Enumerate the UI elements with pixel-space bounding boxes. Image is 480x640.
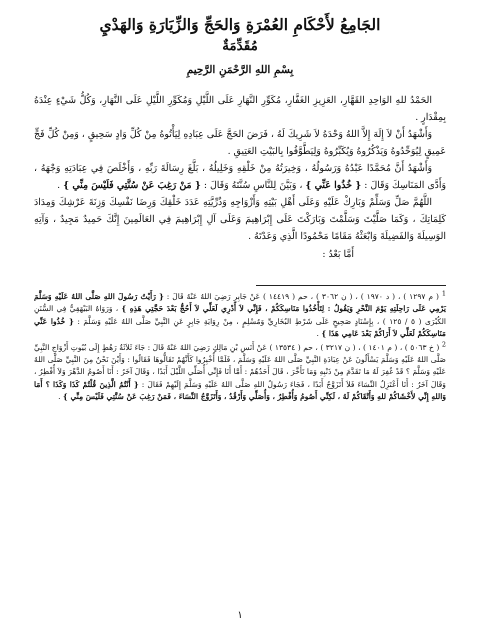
text-run: الحَمْدُ للهِ الوَاحِدِ القَهَّارِ، العَزِيزِ الغَفَّارِ، مُكَوِّرِ النَّهَارِ عَلَى اللَّيْلِ وَمُكَوِّرِ اللَّيْلِ عَلَى النَّهَارِ، وَكُلُّ شَيْءٍ عِنْدَهُ بِمِقْدَارٍ .: [34, 95, 446, 123]
page-number: ١: [237, 610, 243, 621]
footnote: [34, 342, 446, 404]
text-run: ( خ ٥٠٦٣ ) ، ( م ١٤٠١ ) ، ( ن ٣٢١٧ ) ، حم ( ١٣٥٣٤ ) عَنْ أَنَسِ بْنِ مَالِكٍ رَضِيَ اللهُ عَنْهُ قَالَ : جَاءَ ثَلاَثَةُ رَهْطٍ إِلَى بُيُوتِ أَزْوَاجِ النَّبِيِّ صَلَّى اللهُ عَلَيْهِ وَسَلَّمَ يَسْأَلُونَ عَنْ عِبَادَةِ النَّبِيِّ صَلَّى اللهُ عَلَيْهِ وَسَلَّمَ ، فَلَمَّا أُخْبِرُوا كَأَنَّهُمْ تَقَالُّوهَا فَقَالُوا : وَأَيْنَ نَحْنُ مِنَ النَّبِيِّ صَلَّى اللهُ عَلَيْهِ وَسَلَّمَ ؟ قَدْ غُفِرَ لَهُ مَا تَقَدَّمَ مِنْ ذَنْبِهِ وَمَا تَأَخَّرَ ، قَالَ أَحَدُهُمْ : أَمَّا أَنَا فَإِنِّي أُصَلِّي اللَّيْلَ أَبَدًا ، وَقَالَ آخَرُ : أَنَا أَصُومُ الدَّهْرَ وَلاَ أُفْطِرُ ، وَقَالَ آخَرُ : أَنَا أَعْتَزِلُ النِّسَاءَ فَلاَ أَتَزَوَّجُ أَبَدًا ، فَجَاءَ رَسُولُ اللهِ صَلَّى اللهُ عَلَيْهِ وَسَلَّمَ إِلَيْهِمْ فَقَالَ :: [34, 342, 446, 389]
paragraph: [34, 194, 446, 245]
text-run: وَأَشْهَدُ أَنَّ مُحَمَّدًا عَبْدُهُ وَرَسُولُهُ ، وَخِيرَتُهُ مِنْ خَلْقِهِ وَخَلِيلُهُ ، بَلَّغَ رِسَالَةَ رَبِّهِ ، وَأَخْلَصَ فِي عِبَادَتِهِ وَجْهَهُ ، وَأَدَّى المَنَاسِكَ وَقَالَ :: [34, 163, 446, 191]
hadith-quote: { رَأَيْتُ رَسُولَ اللهِ صَلَّى اللهُ عَلَيْهِ وَسَلَّمَ يَرْمِي عَلَى رَاحِلَتِهِ يَوْمَ النَّحْرِ وَيَقُولُ : لِتَأْخُذُوا مَنَاسِكَكُمْ ، فَإِنِّي لاَ أَدْرِي لَعَلِّي لاَ أَحُجُّ بَعْدَ حَجَّتِي هَذِهِ }: [34, 292, 446, 314]
text-run: .: [316, 329, 322, 339]
hadith-quote: { مَنْ رَغِبَ عَنْ سُنَّتِي فَلَيْسَ مِنِّي }: [63, 180, 201, 191]
footnote-divider: [256, 285, 446, 286]
text-run: اللَّهُمَّ صَلِّ وَسَلِّمْ وَبَارِكْ عَلَيْهِ وَعَلَى أَهْلِ بَيْتِهِ وَأَزْوَاجِهِ وَذُرِّيَّتِهِ عَدَدَ خَلْقِكَ وَرِضَا نَفْسِكَ وَزِنَةَ عَرْشِكَ وَمِدَادَ كَلِمَاتِكَ ، وَكَمَا صَلَّيْتَ وَسَلَّمْتَ وَبَارَكْتَ عَلَى إِبْرَاهِيمَ وَعَلَى آلِ إِبْرَاهِيمَ فِي العَالَمِينَ إِنَّكَ حَمِيدٌ مَجِيدٌ ، وَآتِهِ الوَسِيلَةَ وَالفَضِيلَةَ وَابْعَثْهُ مَقَامًا مَحْمُودًا الَّذِي وَعَدْتَهُ .: [34, 197, 446, 242]
text-run: .: [57, 180, 64, 191]
paragraph: [34, 160, 446, 194]
hadith-quote: { خُذُوا عَنِّي }: [305, 180, 362, 191]
text-run: ، وَرَوَاهُ البَيْهَقِيُّ فِي السُّنَنِ الكُبْرَى ( ٥ / ١٢٥ ) ، بِإِسْنَادٍ صَحِيحٍ عَلَى شَرْطِ البُخَارِيِّ وَمُسْلِمٍ ، مِنْ رِوَايَةِ جَابِرٍ عَنِ النَّبِيِّ صَلَّى اللهُ عَلَيْهِ وَسَلَّمَ :: [34, 304, 446, 326]
body-text: [34, 92, 446, 263]
text-run: .: [58, 392, 63, 402]
hadith-quote: { خُذُوا عَنِّي مَنَاسِكَكُمْ لَعَلِّي لاَ أَرَاكُمْ بَعْدَ عَامِي هَذَا }: [34, 316, 446, 339]
hadith-quote: { أَنْتُمُ الَّذِينَ قُلْتُمْ كَذَا وَكَذَا ؟ أَمَا وَاللهِ إِنِّي لأَخْشَاكُمْ للهِ وَأَتْقَاكُمْ لَهُ ، لَكِنِّي أَصُومُ وَأُفْطِرُ ، وَأُصَلِّي وَأَرْقُدُ ، وَأَتَزَوَّجُ النِّسَاءَ ، فَمَنْ رَغِبَ عَنْ سُنَّتِي فَلَيْسَ مِنِّي }: [34, 379, 446, 402]
text-run: وَأَشْهَدُ أَنْ لاَ إِلَهَ إِلاَّ اللهُ وَحْدَهُ لاَ شَرِيكَ لَهُ ، فَرَضَ الحَجَّ عَلَى عِبَادِهِ لِيَأْتُوهُ مِنْ كُلِّ وَادٍ سَحِيقٍ ، وَمِنْ كُلِّ فَجٍّ عَمِيقٍ لِيُوَحِّدُوهُ وَيَذْكُرُوهُ وَيُكَبِّرُوهُ وَلِيَطَّوَّفُوا بِالبَيْتِ العَتِيقِ .: [34, 129, 446, 157]
paragraph: [34, 126, 446, 160]
footnote: [34, 291, 446, 341]
footnotes: [34, 291, 446, 404]
footnote-number: 1: [441, 289, 446, 298]
page-title: الجَامِعُ لأَحْكَامِ العُمْرَةِ وَالحَجِّ وَالزِّيَارَةِ وَالهَدْيِ: [99, 15, 381, 34]
footnote-number: 2: [441, 340, 446, 349]
paragraph: [34, 92, 446, 126]
text-run: ، وَبَيَّنَ لِلنَّاسِ سُنَّتَهُ وَقَالَ :: [200, 180, 306, 191]
salutation: أَمَّا بَعْدُ :: [322, 249, 354, 260]
basmala: بِسْمِ اللهِ الرَّحْمَنِ الرَّحِيمِ: [186, 64, 294, 76]
text-run: ( م ١٢٩٧ ) ، ( د ١٩٧٠ ) ، ( ن ٣٠٦٢ ) ، حم ( ١٤٤١٩ ) عَنْ جَابِرٍ رَضِيَ اللهُ عَنْهُ قَالَ :: [163, 292, 439, 301]
section-title: مُقَدِّمَةٌ: [222, 38, 258, 54]
